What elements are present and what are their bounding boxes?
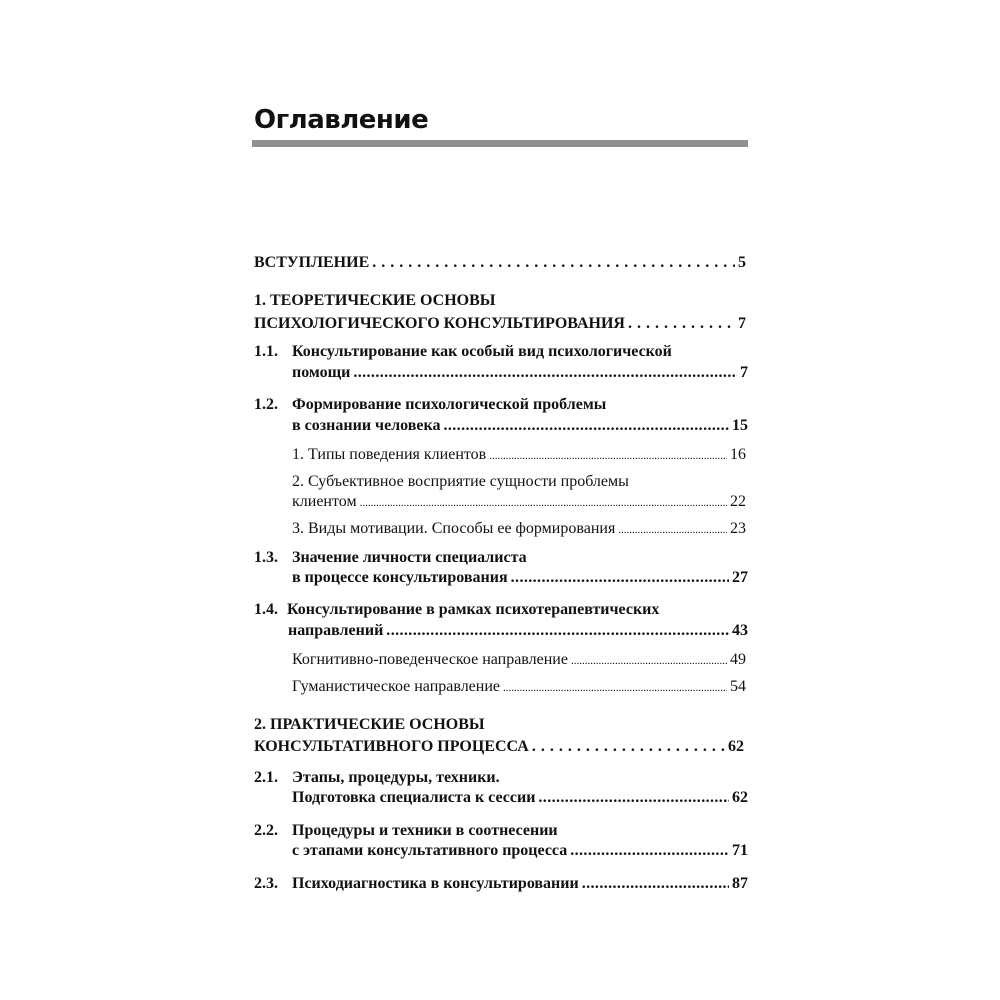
toc-part1-line1[interactable]: 1. ТЕОРЕТИЧЕСКИЕ ОСНОВЫ: [254, 292, 496, 309]
dot-leader: [628, 312, 735, 336]
toc-entry-part1[interactable]: [254, 312, 746, 336]
toc-entry-1-4-b[interactable]: [292, 675, 746, 699]
toc-entry-2-2[interactable]: [292, 839, 748, 863]
toc-page-number: 71: [732, 842, 748, 859]
dot-leader: [538, 786, 729, 810]
toc-entry-2-3[interactable]: [292, 872, 748, 896]
toc-page-number: 15: [732, 417, 748, 434]
title-underline: [252, 140, 748, 147]
toc-entry-1-2-3[interactable]: [292, 517, 746, 541]
toc-1-4-line1[interactable]: Консультирование в рамках психотерапевтических: [287, 601, 660, 618]
dot-leader: [503, 675, 727, 700]
toc-entry-title: в сознании человека: [292, 417, 441, 434]
dot-leader: [570, 839, 729, 863]
toc-1-2-line1[interactable]: Формирование психологической проблемы: [292, 396, 607, 413]
section-number: 2.2.: [254, 822, 278, 839]
toc-page-number: 5: [738, 254, 746, 271]
toc-entry-title: Гуманистическое направление: [292, 678, 501, 695]
toc-entry-title: с этапами консультативного процесса: [292, 842, 568, 859]
toc-entry-title: Когнитивно-поведенческое направление: [292, 651, 568, 668]
toc-page-number: 43: [732, 622, 748, 639]
dot-leader: [532, 735, 725, 759]
toc-entry-title: Психодиагностика в консультировании: [292, 875, 579, 892]
toc-entry-1-2-2[interactable]: [292, 490, 746, 514]
dot-leader: [618, 517, 727, 542]
toc-entry-1-2-1[interactable]: [292, 443, 746, 467]
section-number: 1.1.: [254, 343, 278, 360]
toc-page-number: 54: [730, 678, 746, 695]
toc-entry-title: клиентом: [292, 493, 357, 510]
toc-entry-1-2[interactable]: [292, 414, 748, 438]
toc-page-number: 16: [730, 446, 746, 463]
toc-entry-1-1[interactable]: [292, 361, 748, 385]
toc-entry-title: ПСИХОЛОГИЧЕСКОГО КОНСУЛЬТИРОВАНИЯ: [254, 315, 625, 332]
toc-entry-title: Подготовка специалиста к сессии: [292, 789, 536, 806]
toc-1-1-line1[interactable]: Консультирование как особый вид психологической: [292, 343, 672, 360]
toc-1-2-2-line1[interactable]: 2. Субъективное восприятие сущности проблемы: [292, 473, 629, 490]
section-number: 1.4.: [254, 601, 278, 618]
dot-leader: [353, 361, 737, 385]
toc-page-number: 7: [740, 364, 748, 381]
toc-entry-1-4[interactable]: [288, 619, 748, 643]
toc-page-number: 49: [730, 651, 746, 668]
toc-entry-part2[interactable]: [254, 735, 744, 759]
page-title: Оглавление: [254, 105, 429, 135]
toc-page-number: 23: [730, 520, 746, 537]
toc-page-number: 22: [730, 493, 746, 510]
dot-leader: [443, 414, 729, 438]
toc-page-number: 7: [738, 315, 746, 332]
toc-2-1-line1[interactable]: Этапы, процедуры, техники.: [292, 769, 500, 786]
section-number: 1.2.: [254, 396, 278, 413]
toc-page-number: 87: [732, 875, 748, 892]
toc-entry-title: направлений: [288, 622, 384, 639]
toc-entry-title: 3. Виды мотивации. Способы ее формирования: [292, 520, 616, 537]
toc-page-number: 62: [728, 738, 744, 755]
toc-page-number: 27: [732, 569, 748, 586]
toc-entry-2-1[interactable]: [292, 786, 748, 810]
dot-leader: [360, 490, 727, 515]
dot-leader: [489, 443, 727, 468]
toc-part2-line1[interactable]: 2. ПРАКТИЧЕСКИЕ ОСНОВЫ: [254, 716, 485, 733]
toc-entry-title: в процессе консультирования: [292, 569, 508, 586]
section-number: 1.3.: [254, 549, 278, 566]
dot-leader: [386, 619, 729, 643]
dot-leader: [372, 251, 735, 275]
section-number: 2.1.: [254, 769, 278, 786]
toc-entry-intro[interactable]: [254, 251, 746, 275]
section-number: 2.3.: [254, 875, 278, 892]
toc-entry-1-4-a[interactable]: [292, 648, 746, 672]
toc-2-2-line1[interactable]: Процедуры и техники в соотнесении: [292, 822, 558, 839]
toc-entry-title: помощи: [292, 364, 351, 381]
toc-entry-title: ВСТУПЛЕНИЕ: [254, 254, 370, 271]
dot-leader: [571, 648, 727, 673]
toc-1-3-line1[interactable]: Значение личности специалиста: [292, 549, 527, 566]
dot-leader: [511, 566, 729, 590]
toc-entry-1-3[interactable]: [292, 566, 748, 590]
toc-entry-title: КОНСУЛЬТАТИВНОГО ПРОЦЕССА: [254, 738, 529, 755]
toc-page-number: 62: [732, 789, 748, 806]
toc-entry-title: 1. Типы поведения клиентов: [292, 446, 487, 463]
dot-leader: [582, 872, 729, 896]
